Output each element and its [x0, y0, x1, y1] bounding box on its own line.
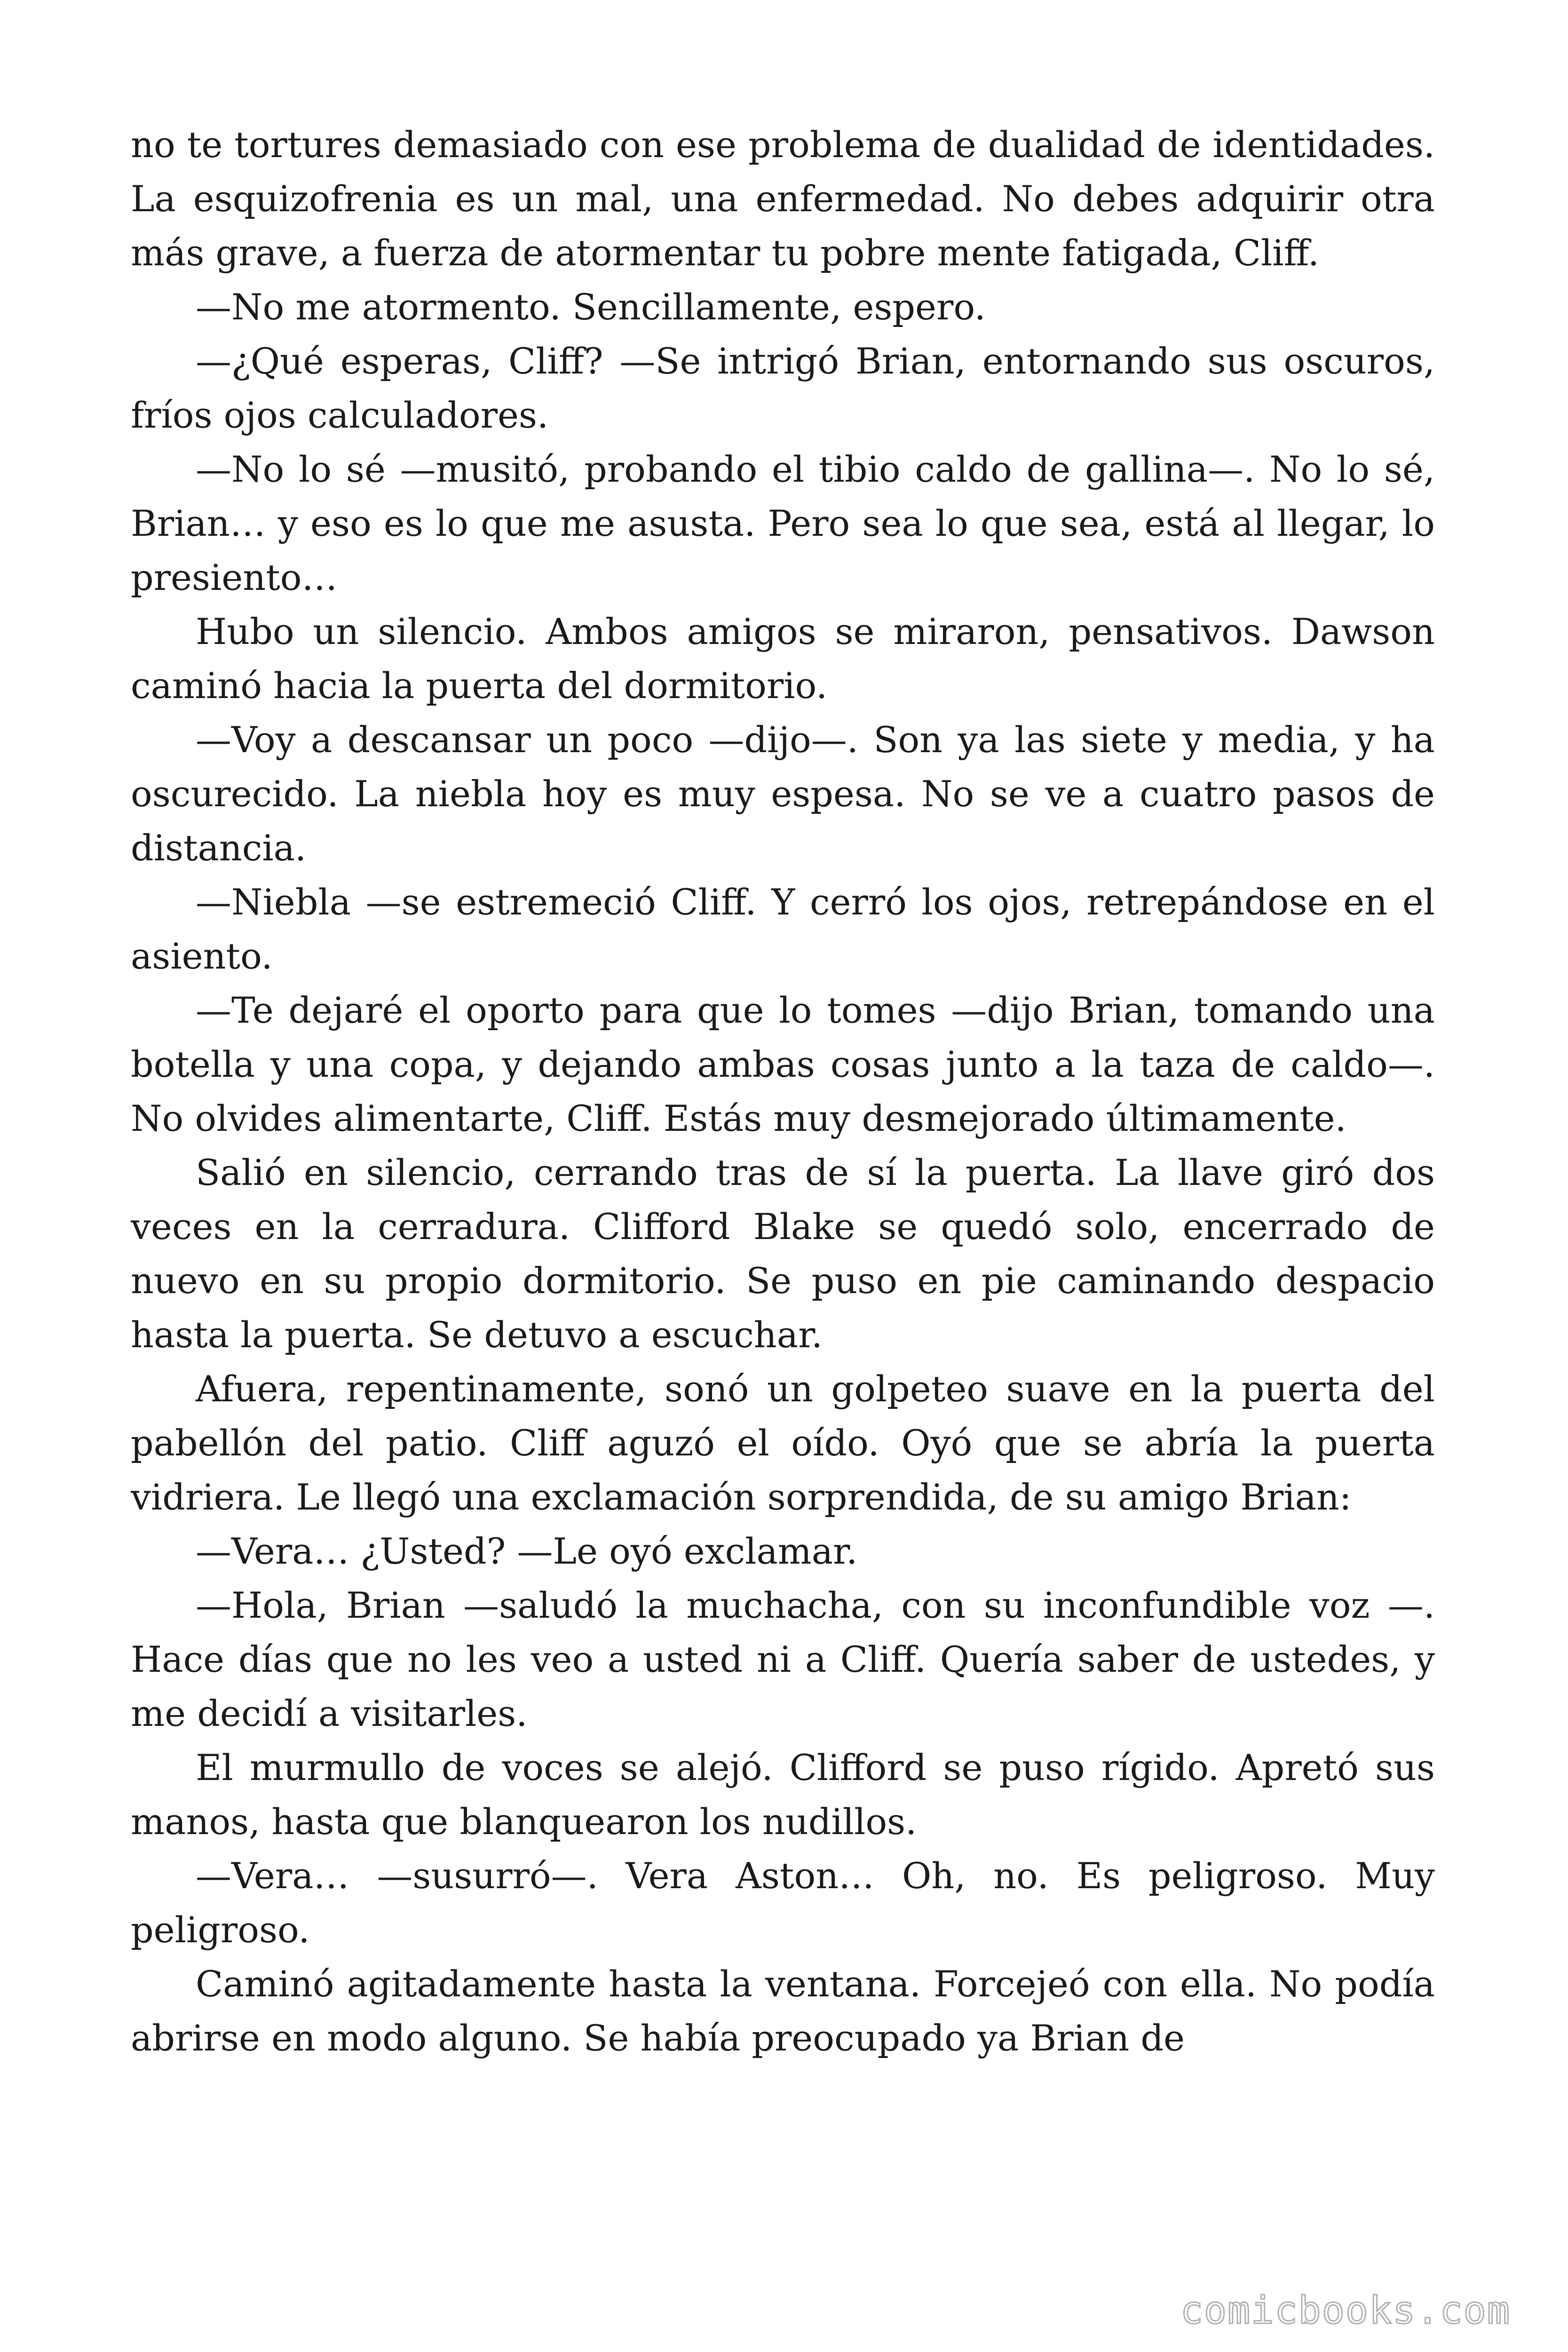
- paragraph-15: Caminó agitadamente hasta la ventana. Forcejeó con ella. No podía abrirse en modo alguno. Se había preocupado ya Brian de: [131, 1963, 1435, 2059]
- paragraph-7: —Niebla —se estremeció Cliff. Y cerró los ojos, retrepándose en el asiento.: [131, 881, 1435, 977]
- paragraph-12: —Hola, Brian —saludó la muchacha, con su inconfundible voz —. Hace días que no les veo a usted ni a Cliff. Quería saber de ustedes, y me decidí a visitarles.: [131, 1584, 1435, 1734]
- page-body-text: [131, 118, 1435, 2065]
- paragraph-14: —Vera… —susurró—. Vera Aston… Oh, no. Es peligroso. Muy peligroso.: [131, 1855, 1435, 1951]
- paragraph-1: no te tortures demasiado con ese problema de dualidad de identidades. La esquizofrenia es un mal, una enfermedad. No debes adquirir otra más grave, a fuerza de atormentar tu pobre mente fatigada, Cliff.: [131, 124, 1435, 274]
- paragraph-9: Salió en silencio, cerrando tras de sí la puerta. La llave giró dos veces en la cerradura. Clifford Blake se quedó solo, encerrado de nuevo en su propio dormitorio. Se puso en pie caminando despacio hasta la puerta. Se detuvo a escuchar.: [131, 1152, 1435, 1356]
- paragraph-5: Hubo un silencio. Ambos amigos se miraron, pensativos. Dawson caminó hacia la puerta del dormitorio.: [131, 611, 1435, 707]
- paragraph-11: —Vera… ¿Usted? —Le oyó exclamar.: [196, 1530, 858, 1572]
- paragraph-4: —No lo sé —musitó, probando el tibio caldo de gallina—. No lo sé, Brian… y eso es lo que me asusta. Pero sea lo que sea, está al llegar, lo presiento…: [131, 448, 1435, 598]
- paragraph-2: —No me atormento. Sencillamente, espero.: [196, 286, 986, 328]
- paragraph-13: El murmullo de voces se alejó. Clifford se puso rígido. Apretó sus manos, hasta que blanquearon los nudillos.: [131, 1747, 1435, 1843]
- paragraph-3: —¿Qué esperas, Cliff? —Se intrigó Brian, entornando sus oscuros, fríos ojos calculadores.: [131, 340, 1435, 436]
- paragraph-10: Afuera, repentinamente, sonó un golpeteo suave en la puerta del pabellón del patio. Cliff aguzó el oído. Oyó que se abría la puerta vidriera. Le llegó una exclamación sorprendida, de su amigo Brian:: [131, 1368, 1435, 1518]
- site-watermark: comicbooks.com: [1180, 2288, 1511, 2332]
- paragraph-8: —Te dejaré el oporto para que lo tomes —dijo Brian, tomando una botella y una copa, y dejando ambas cosas junto a la taza de caldo—. No olvides alimentarte, Cliff. Estás muy desmejorado últimamente.: [131, 989, 1435, 1139]
- paragraph-6: —Voy a descansar un poco —dijo—. Son ya las siete y media, y ha oscurecido. La niebla hoy es muy espesa. No se ve a cuatro pasos de distancia.: [131, 719, 1435, 869]
